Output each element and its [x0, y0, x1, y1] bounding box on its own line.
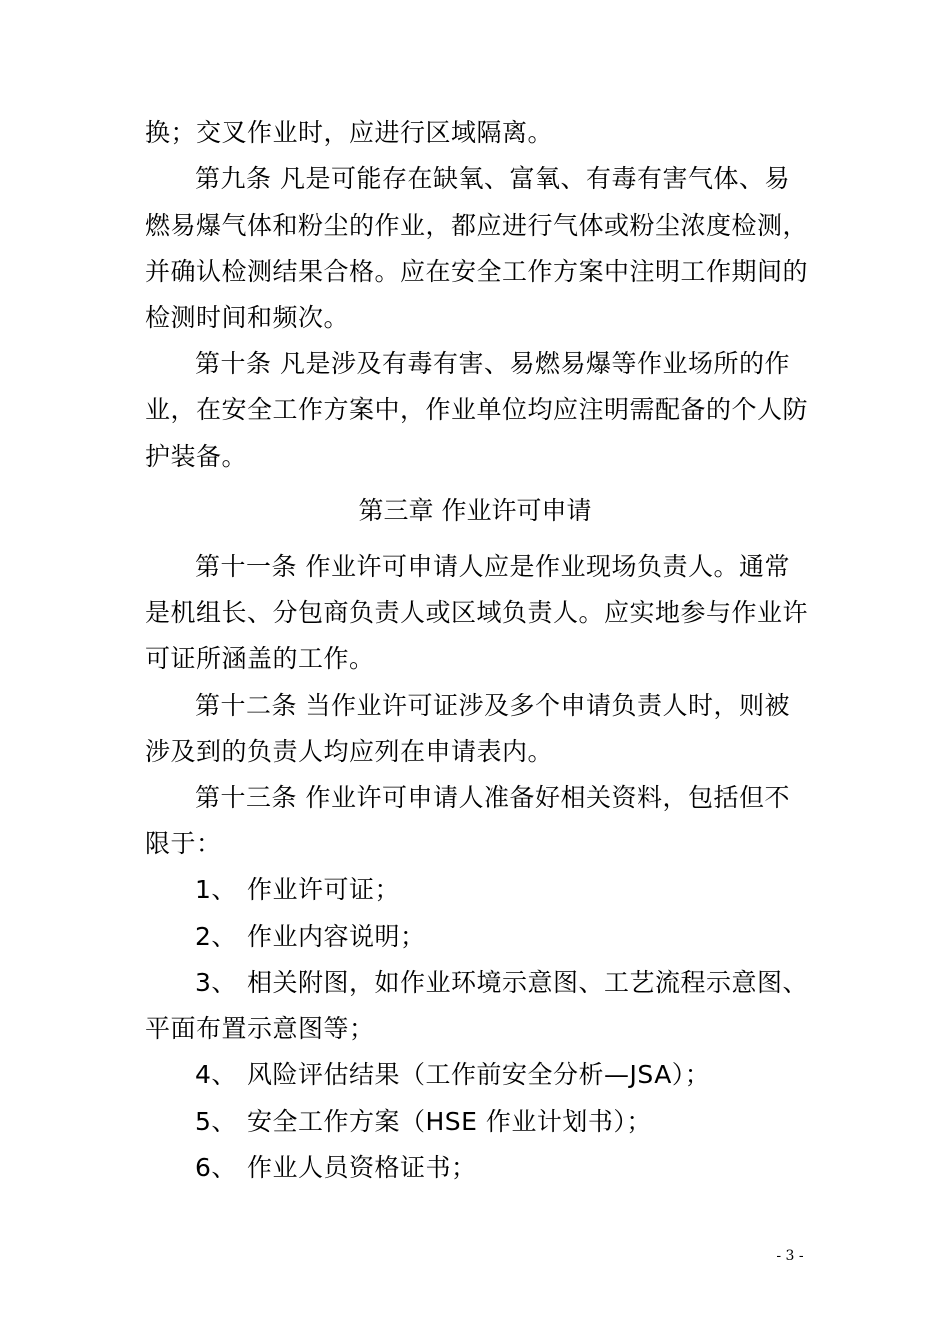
article-12-heading-line: 第十二条 当作业许可证涉及多个申请负责人时，则被 [195, 691, 790, 720]
list-item [195, 1152, 815, 1184]
list-item-number: 3、 [195, 968, 237, 997]
paragraph-line: 涉及到的负责人均应列在申请表内。 [145, 737, 554, 766]
list-item [195, 921, 815, 953]
list-item-text: 相关附图，如作业环境示意图、工艺流程示意图、 [247, 968, 809, 997]
paragraph-line: 业，在安全工作方案中，作业单位均应注明需配备的个人防 [145, 395, 809, 424]
article-9-heading-line: 第九条 凡是可能存在缺氧、富氧、有毒有害气体、易 [195, 164, 790, 193]
list-item-text: 作业人员资格证书； [247, 1153, 477, 1182]
paragraph-line: 是机组长、分包商负责人或区域负责人。应实地参与作业许 [145, 598, 809, 627]
list-item-number: 5、 [195, 1107, 237, 1136]
article-13-heading-line: 第十三条 作业许可申请人准备好相关资料，包括但不 [195, 783, 790, 812]
list-item-text: 安全工作方案（HSE 作业计划书）； [247, 1107, 652, 1136]
page-number: - 3 - [776, 1248, 804, 1264]
list-item-continuation [145, 1013, 815, 1045]
paragraph-line: 检测时间和频次。 [145, 303, 350, 332]
article-10-heading-line: 第十条 凡是涉及有毒有害、易燃易爆等作业场所的作 [195, 349, 790, 378]
list-item-text: 作业内容说明； [247, 922, 426, 951]
paragraph-line: 限于： [145, 829, 222, 858]
list-item-number: 4、 [195, 1060, 237, 1089]
list-item [195, 967, 815, 999]
list-item [195, 1106, 815, 1138]
chapter-title: 第三章 作业许可申请 [358, 496, 592, 525]
paragraph-line: 并确认检测结果合格。应在安全工作方案中注明工作期间的 [145, 257, 809, 286]
list-item-number: 6、 [195, 1153, 237, 1182]
paragraph-line: 护装备。 [145, 442, 248, 471]
paragraph-line: 换；交叉作业时，应进行区域隔离。 [145, 118, 554, 147]
list-item-text: 风险评估结果（工作前安全分析—JSA）； [247, 1060, 711, 1089]
list-item [195, 1059, 815, 1091]
paragraph-line: 可证所涵盖的工作。 [145, 644, 375, 673]
list-item-number: 1、 [195, 875, 237, 904]
list-item [195, 874, 815, 906]
list-item-number: 2、 [195, 922, 237, 951]
list-item-text: 作业许可证； [247, 875, 401, 904]
list-item-text: 平面布置示意图等； [145, 1014, 375, 1043]
article-11-heading-line: 第十一条 作业许可申请人应是作业现场负责人。通常 [195, 552, 790, 581]
paragraph-line: 燃易爆气体和粉尘的作业，都应进行气体或粉尘浓度检测， [145, 211, 809, 240]
